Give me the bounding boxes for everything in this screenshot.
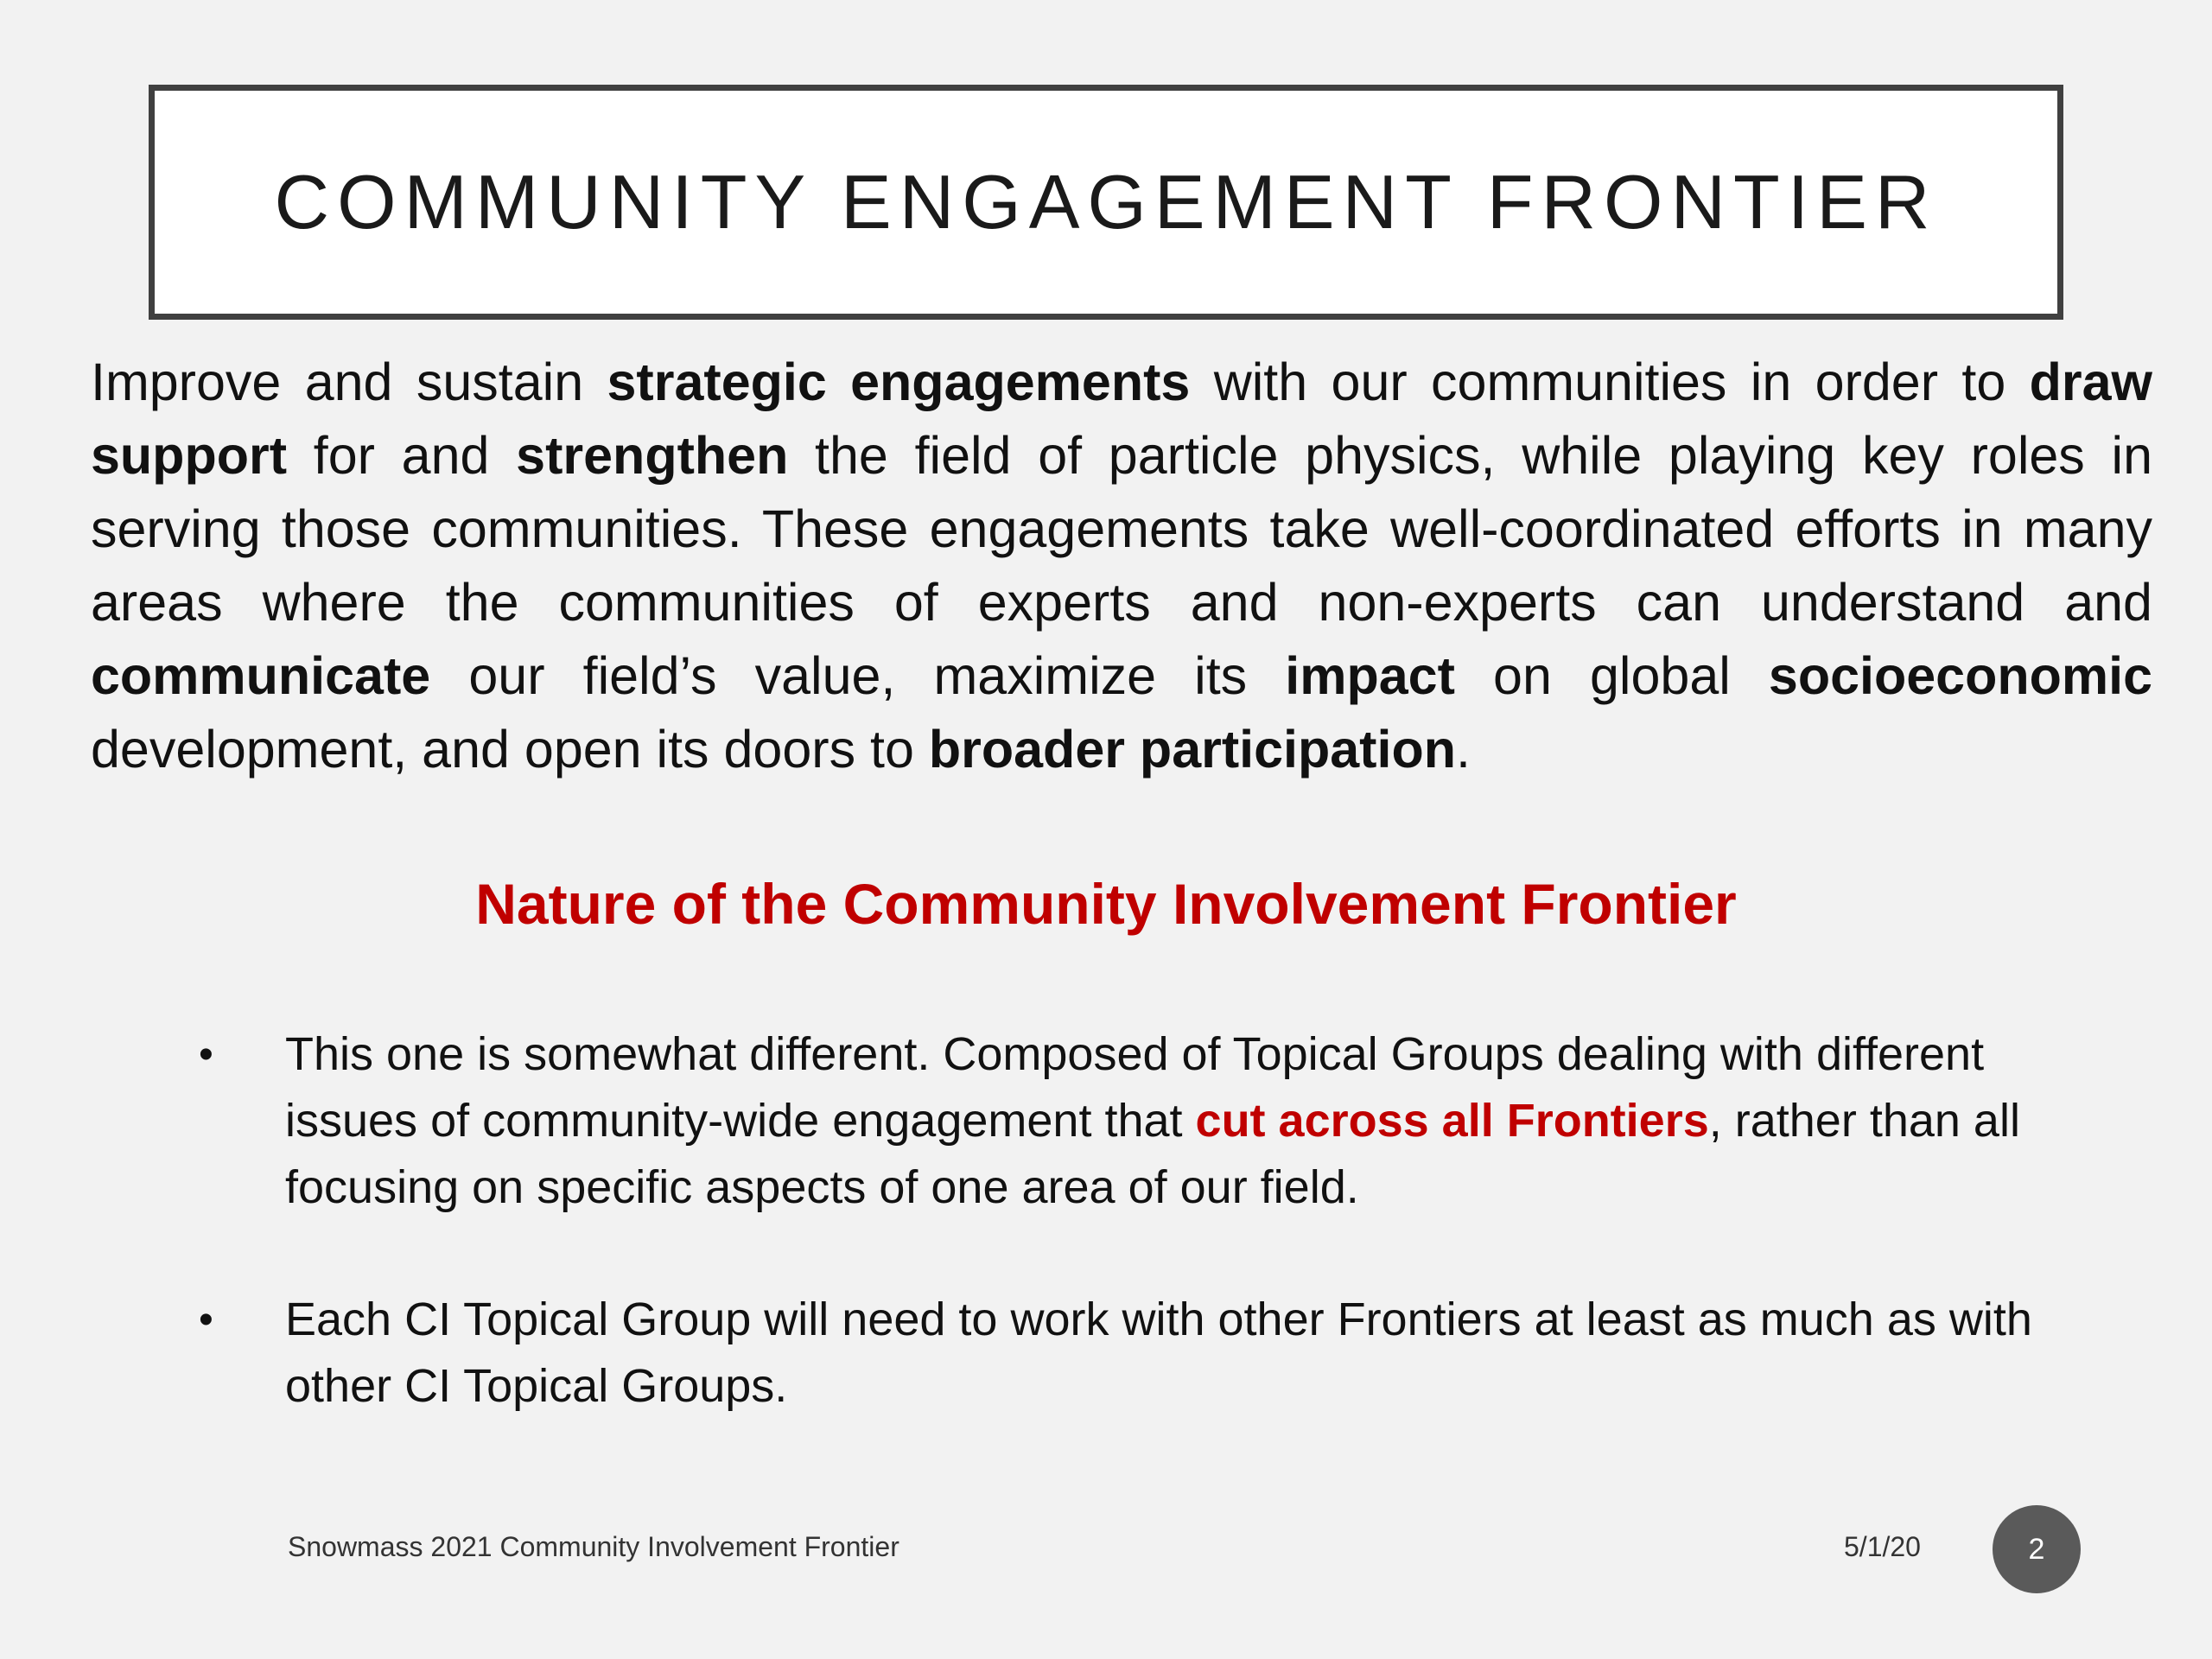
bullet-highlight: cut across all Frontiers [1195, 1095, 1709, 1147]
intro-bold-segment: communicate [91, 646, 431, 705]
intro-bold-segment: draw support [91, 353, 2152, 485]
intro-bold-segment: strategic engagements [607, 353, 1191, 411]
intro-text-segment: for and [287, 426, 517, 485]
intro-paragraph [91, 346, 2152, 786]
bullet-text: , rather than all focusing on specific aspects of one area of our field. [285, 1095, 2020, 1213]
intro-bold-segment: broader participation [928, 720, 1456, 779]
footer-date: 5/1/20 [1844, 1531, 1921, 1562]
intro-text-segment: Improve and sustain [91, 353, 607, 411]
page-number: 2 [2028, 1532, 2045, 1566]
bullet-marker: • [199, 1297, 213, 1343]
bullet-list [199, 1021, 2126, 1420]
intro-bold-segment: socioeconomic [1768, 646, 2152, 705]
section-heading: Nature of the Community Involvement Frontier [475, 872, 1737, 936]
intro-text-segment: with our communities in order to [1190, 353, 2030, 411]
intro-bold-segment: strengthen [516, 426, 789, 485]
intro-text-segment: our field’s value, maximize its [430, 646, 1286, 705]
bullet-item-collaboration [199, 1287, 2126, 1420]
page-number-badge [1993, 1505, 2081, 1593]
bullet-marker: • [199, 1032, 213, 1077]
intro-text-segment: the field of particle physics, while playing key roles in serving those communities. These engagements take well-coordinated efforts in many areas where the communities of experts and non-experts can understand and [91, 426, 2153, 632]
intro-text-segment: development, and open its doors to [91, 720, 929, 779]
footer-text: Snowmass 2021 Community Involvement Frontier [288, 1531, 899, 1562]
bullet-text: Each CI Topical Group will need to work with other Frontiers at least as much as with other CI Topical Groups. [285, 1294, 2032, 1412]
intro-bold-segment: impact [1285, 646, 1455, 705]
bullet-item-composition [199, 1021, 2126, 1221]
intro-text-segment: on global [1454, 646, 1769, 705]
title-box [149, 85, 2063, 320]
bullet-text: This one is somewhat different. Composed of Topical Groups dealing with different issues of community-wide engagement that [285, 1028, 1985, 1147]
slide-title: COMMUNITY ENGAGEMENT FRONTIER [274, 159, 1938, 245]
intro-text-segment: . [1455, 720, 1471, 779]
